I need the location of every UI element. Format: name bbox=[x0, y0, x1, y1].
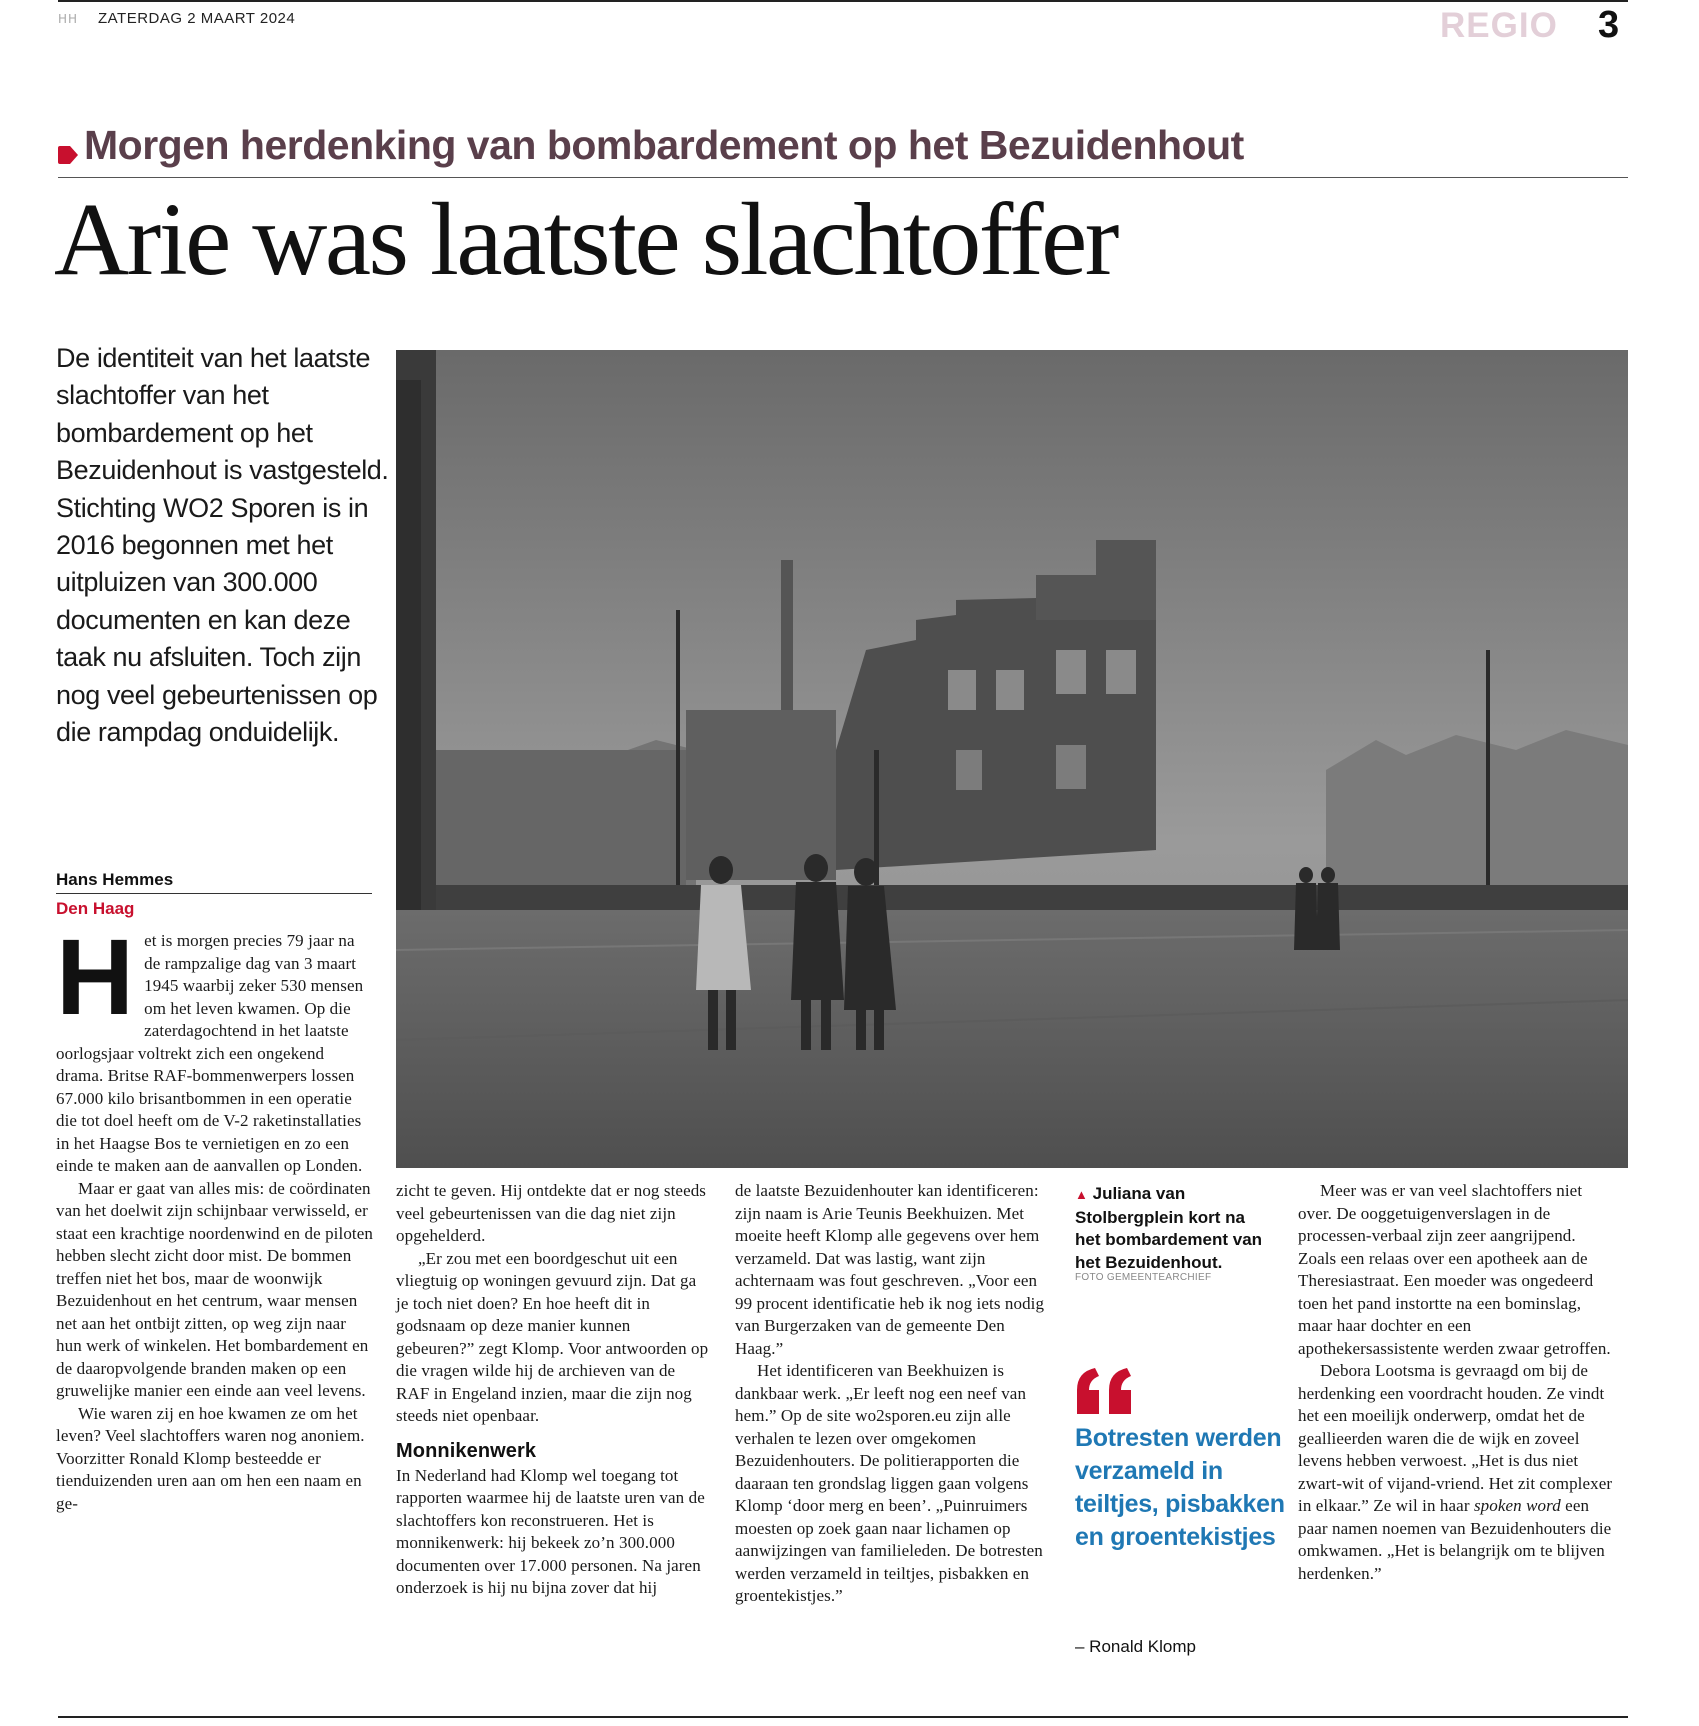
author-name: Hans Hemmes bbox=[56, 870, 174, 889]
pull-quote: Botresten werden verzameld in teiltjes, pisbakken en groentekistjes bbox=[1075, 1424, 1285, 1551]
kicker: Morgen herdenking van bombardement op het Bezuidenhout bbox=[84, 122, 1244, 168]
caption-marker-icon: ▲ bbox=[1075, 1187, 1088, 1202]
paragraph: Meer was er van veel slachtoffers niet over. De ooggetuigenverslagen in de processen-verbaal zijn zeer aangrijpend. Zoals een relaas over een apotheek aan de Theresiastraat. Een moeder was ongedeerd toen het pand instortte na een bominslag, maar haar dochter en een apothekersassistente werden zwaar getroffen. bbox=[1298, 1181, 1611, 1358]
section-label: REGIO bbox=[1440, 6, 1558, 45]
quote-mark-icon bbox=[1075, 1368, 1135, 1414]
intro-text: De identiteit van het laatste slachtoffer van het bombardement op het Bezuidenhout is vastgesteld. Stichting WO2 Sporen is in 2016 begonnen met het uitpluizen van 300.000 documenten en kan deze taak nu afsluiten. Toch zijn nog veel gebeurtenissen op die rampdag onduidelijk. bbox=[56, 343, 389, 748]
byline-rule bbox=[56, 893, 372, 894]
bottom-rule bbox=[58, 1716, 1628, 1718]
paragraph: de laatste Bezuidenhouter kan identificeren: zijn naam is Arie Teunis Beekhuizen. Met moeite heeft Klomp alle gegevens over hem verzameld. Dat was lastig, want zijn achternaam was fout geschreven. „Voor een 99 procent identificatie heb ik nog iets nodig van Burgerzaken van de gemeente Den Haag.” bbox=[735, 1181, 1045, 1358]
quote-attribution: – Ronald Klomp bbox=[1075, 1637, 1196, 1656]
paragraph: Het identificeren van Beekhuizen is dankbaar werk. „Er leeft nog een neef van hem.” Op de site wo2sporen.eu zijn alle verhalen te lezen over omgekomen Bezuidenhouters. De politierapporten die daaraan ten grondslag liggen gaan volgens Klomp ‘door merg en been’. „Puinruimers moesten op zoek gaan naar lichamen op aanwijzingen van familieleden. De botresten werden verzameld in teiltjes, pisbakken en groentekistjes.” bbox=[735, 1361, 1043, 1605]
photo-illustration bbox=[396, 350, 1628, 1168]
photo-caption bbox=[1075, 1183, 1275, 1274]
kicker-rule bbox=[58, 177, 1628, 178]
article-column-3 bbox=[735, 1180, 1051, 1608]
kicker-arrow-icon bbox=[58, 146, 78, 164]
top-rule bbox=[58, 0, 1628, 2]
caption-text: Juliana van Stolbergplein kort na het bombardement van het Bezuidenhout. bbox=[1075, 1184, 1263, 1272]
paragraph: Maar er gaat van alles mis: de coördinaten van het doelwit zijn schijnbaar verwisseld, er staat een krachtige noordenwind en de piloten hebben slecht zicht door mist. De bommen treffen niet het bos, maar de woonwijk Bezuidenhout en het centrum, waar mensen net aan het ontbijt zitten, op weg zijn naar hun werk of winkelen. Het bombardement en de daaropvolgende branden maken op een gruwelijke manier een einde aan veel levens. bbox=[56, 1178, 373, 1400]
paragraph: Wie waren zij en hoe kwamen ze om het leven? Veel slachtoffers waren nog anoniem. Voorzitter Ronald Klomp besteedde er tienduizenden uren aan om hen een naam en ge- bbox=[56, 1403, 365, 1513]
paragraph: et is morgen precies 79 jaar na de rampzalige dag van 3 maart 1945 waarbij zeker 530 mensen om het leven kwamen. Op die zaterdagochtend in het laatste oorlogsjaar voltrekt zich een ongekend drama. Britse RAF-bommenwerpers lossen 67.000 kilo brisantbommen in een operatie die tot doel heeft om de V-2 raketinstallaties in het Haagse Bos te vernietigen en zo een einde te maken aan de aanvallen op Londen. bbox=[56, 931, 364, 1175]
article-column-1 bbox=[56, 916, 374, 1515]
article-column-5 bbox=[1298, 1180, 1616, 1585]
dateline-place: Den Haag bbox=[56, 899, 135, 918]
text-run: een paar namen noemen van Bezuidenhouters die omkwamen. „Het is belangrijk om te blijven herdenken.” bbox=[1298, 1496, 1612, 1583]
subheading: Monnikenwerk bbox=[396, 1439, 537, 1462]
italic-phrase: spoken word bbox=[1473, 1496, 1561, 1515]
paragraph: In Nederland had Klomp wel toegang tot rapporten waarmee hij de laatste uren van de slachtoffers kon reconstrueren. Het is monnikenwerk: hij bekeek zo’n 300.000 documenten over 17.000 personen. Na jaren onderzoek is hij nu bijna zover dat hij bbox=[396, 1465, 705, 1597]
historical-photo bbox=[396, 350, 1628, 1168]
drop-cap: H bbox=[56, 916, 135, 1037]
paragraph: zicht te geven. Hij ontdekte dat er nog steeds veel gebeurtenissen van die dag niet zijn opgehelderd. bbox=[396, 1181, 707, 1245]
edition-mark: HH bbox=[58, 12, 79, 26]
headline: Arie was laatste slachtoffer bbox=[54, 182, 1117, 297]
photo-credit: FOTO GEMEENTEARCHIEF bbox=[1075, 1272, 1212, 1283]
dateline: ZATERDAG 2 MAART 2024 bbox=[98, 10, 296, 27]
paragraph bbox=[1298, 1360, 1616, 1585]
paragraph: „Er zou met een boordgeschut uit een vliegtuig op woningen gevuurd zijn. Dat ga je toch niet doen? En hoe heeft dit in godsnaam op deze manier kunnen gebeuren?” zegt Klomp. Voor antwoorden op die vragen wilde hij de archieven van de RAF in Engeland inzien, maar die zijn nog steeds niet openbaar. bbox=[396, 1248, 709, 1425]
article-column-2 bbox=[396, 1180, 712, 1600]
page-number: 3 bbox=[1598, 4, 1620, 46]
text-run: Debora Lootsma is gevraagd om bij de herdenking een voordracht houden. Ze vindt het een moeilijk onderwerp, omdat het de geallieerden waren die de wijk en zoveel levens hebben verwoest. „Het is dus niet zwart-wit of vijand-vriend. Het zit complexer in elkaar.” Ze wil in haar bbox=[1298, 1361, 1613, 1515]
